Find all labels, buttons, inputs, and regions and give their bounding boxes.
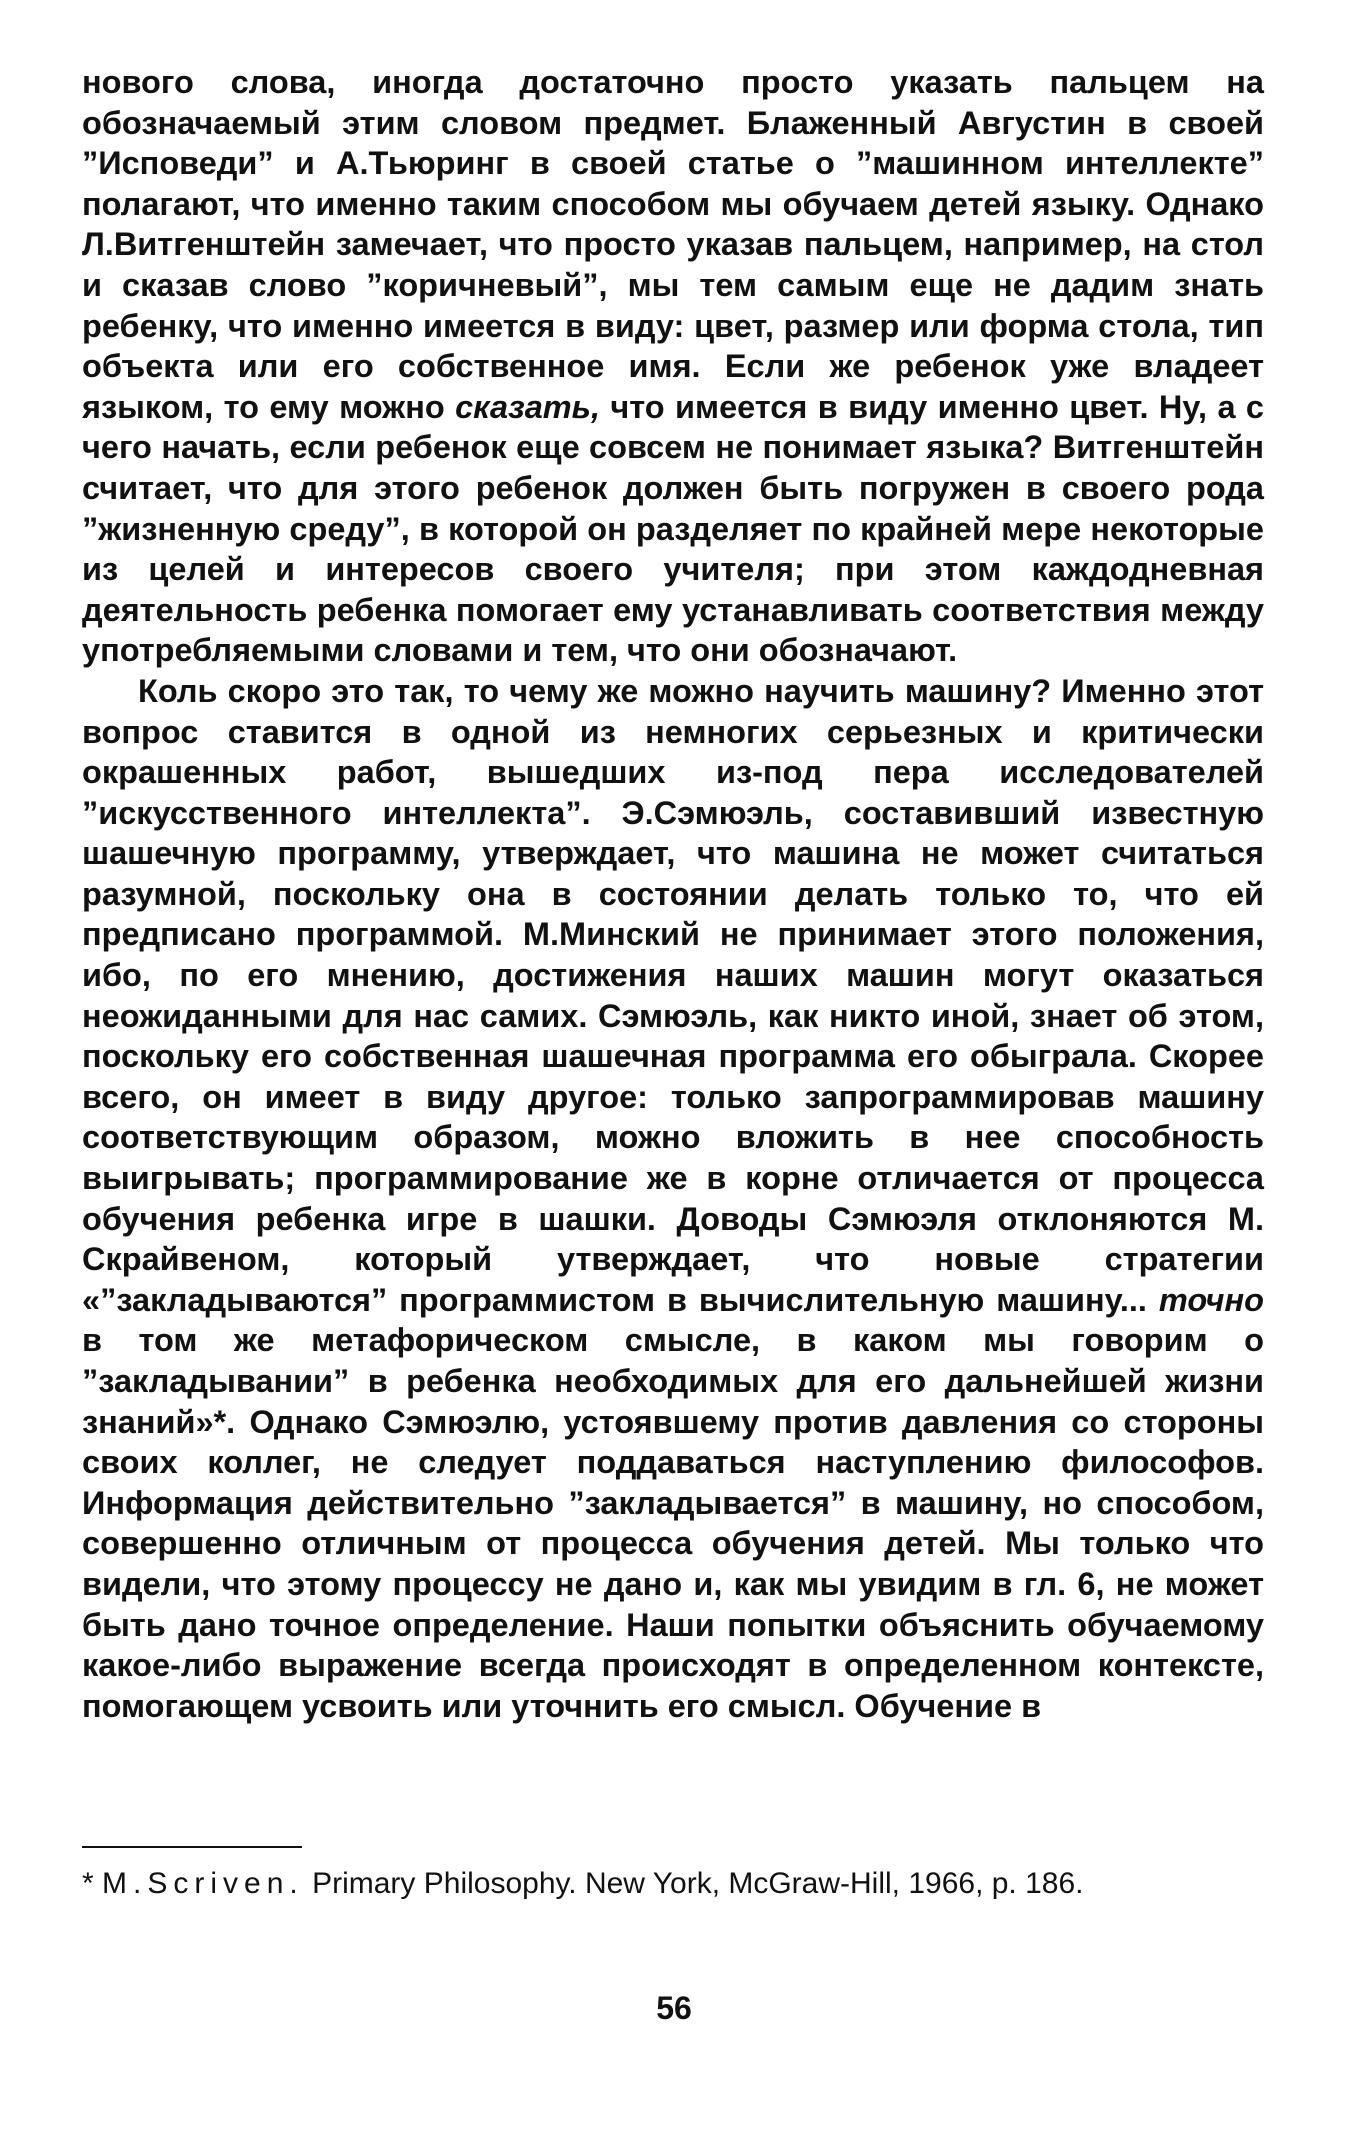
paragraph-2-text-a: Коль скоро это так, то чему же можно научить машину? Именно этот вопрос ставится в одной из немногих серьезных и критически окрашенных работ, вышедших из-под пера исследователей ”искусственного интеллекта”. Э.Сэмюэль, составивший известную шашечную программу, утверждает, что машина не может считаться разумной, поскольку она в состоянии делать только то, что ей предписано программой. М.Минский не принимает этого положения, ибо, по его мнению, достижения наших машин могут оказаться неожиданными для нас самих. Сэмюэль, как никто иной, знает об этом, поскольку его собственная шашечная программа его обыграла. Скорее всего, он имеет в виду другое: только запрограммировав машину соответствующим образом, можно вложить в нее способность выигрывать; программирование же в корне отличается от процесса обучения ребенка игре в шашки. Доводы Сэмюэля отклоняются М. Скрайвеном, который утверждает, что новые стратегии «”закладываются” программистом в вычислительную машину... xyxy=(82,672,1264,1318)
footnote-divider xyxy=(82,1846,302,1848)
footnote-author: M.Scriven. xyxy=(102,1867,304,1900)
page-body xyxy=(82,62,1264,1726)
paragraph-1-text-a: нового слова, иногда достаточно просто указать пальцем на обозначаемый этим словом предмет. Блаженный Августин в своей ”Исповеди” и А.Тьюринг в своей статье о ”машинном интеллекте” полагают, что именно таким способом мы обучаем детей языку. Однако Л.Витгенштейн замечает, что просто указав пальцем, например, на стол и сказав слово ”коричневый”, мы тем самым еще не дадим знать ребенку, что именно имеется в виду: цвет, размер или форма стола, тип объекта или его собственное имя. Если же ребенок уже владеет языком, то ему можно xyxy=(82,64,1264,425)
footnote xyxy=(82,1866,1264,1902)
paragraph-1-text-b: что имеется в виду именно цвет. Ну, а с чего начать, если ребенок еще совсем не понимает языка? Витгенштейн считает, что для этого ребенок должен быть погружен в своего рода ”жизненную среду”, в которой он разделяет по крайней мере некоторые из целей и интересов своего учителя; при этом каждодневная деятельность ребенка помогает ему устанавливать соответствия между употребляемыми словами и тем, что они обозначают. xyxy=(82,388,1265,669)
paragraph-2-text-b: в том же метафорическом смысле, в каком мы говорим о ”закладывании” в ребенка необходимых для его дальнейшей жизни знаний»*. Однако Сэмюэлю, устоявшему против давления со стороны своих коллег, не следует поддаваться наступлению философов. Информация действительно ”закладывается” в машину, но способом, совершенно отличным от процесса обучения детей. Мы только что видели, что этому процессу не дано и, как мы увидим в гл. 6, не может быть дано точное определение. Наши попытки объяснить обучаемому какое-либо выражение всегда происходят в определенном контексте, помогающем усвоить или уточнить его смысл. Обучение в xyxy=(82,1322,1264,1724)
footnote-text: Primary Philosophy. New York, McGraw-Hill, 1966, p. 186. xyxy=(312,1867,1084,1900)
paragraph-2-italic-word: точно xyxy=(1158,1281,1264,1318)
paragraph-2 xyxy=(82,671,1264,1726)
paragraph-1-italic-word: сказать, xyxy=(455,388,601,425)
paragraph-1 xyxy=(82,62,1264,671)
footnote-marker: * xyxy=(82,1867,94,1900)
page-number: 56 xyxy=(656,1990,692,2026)
